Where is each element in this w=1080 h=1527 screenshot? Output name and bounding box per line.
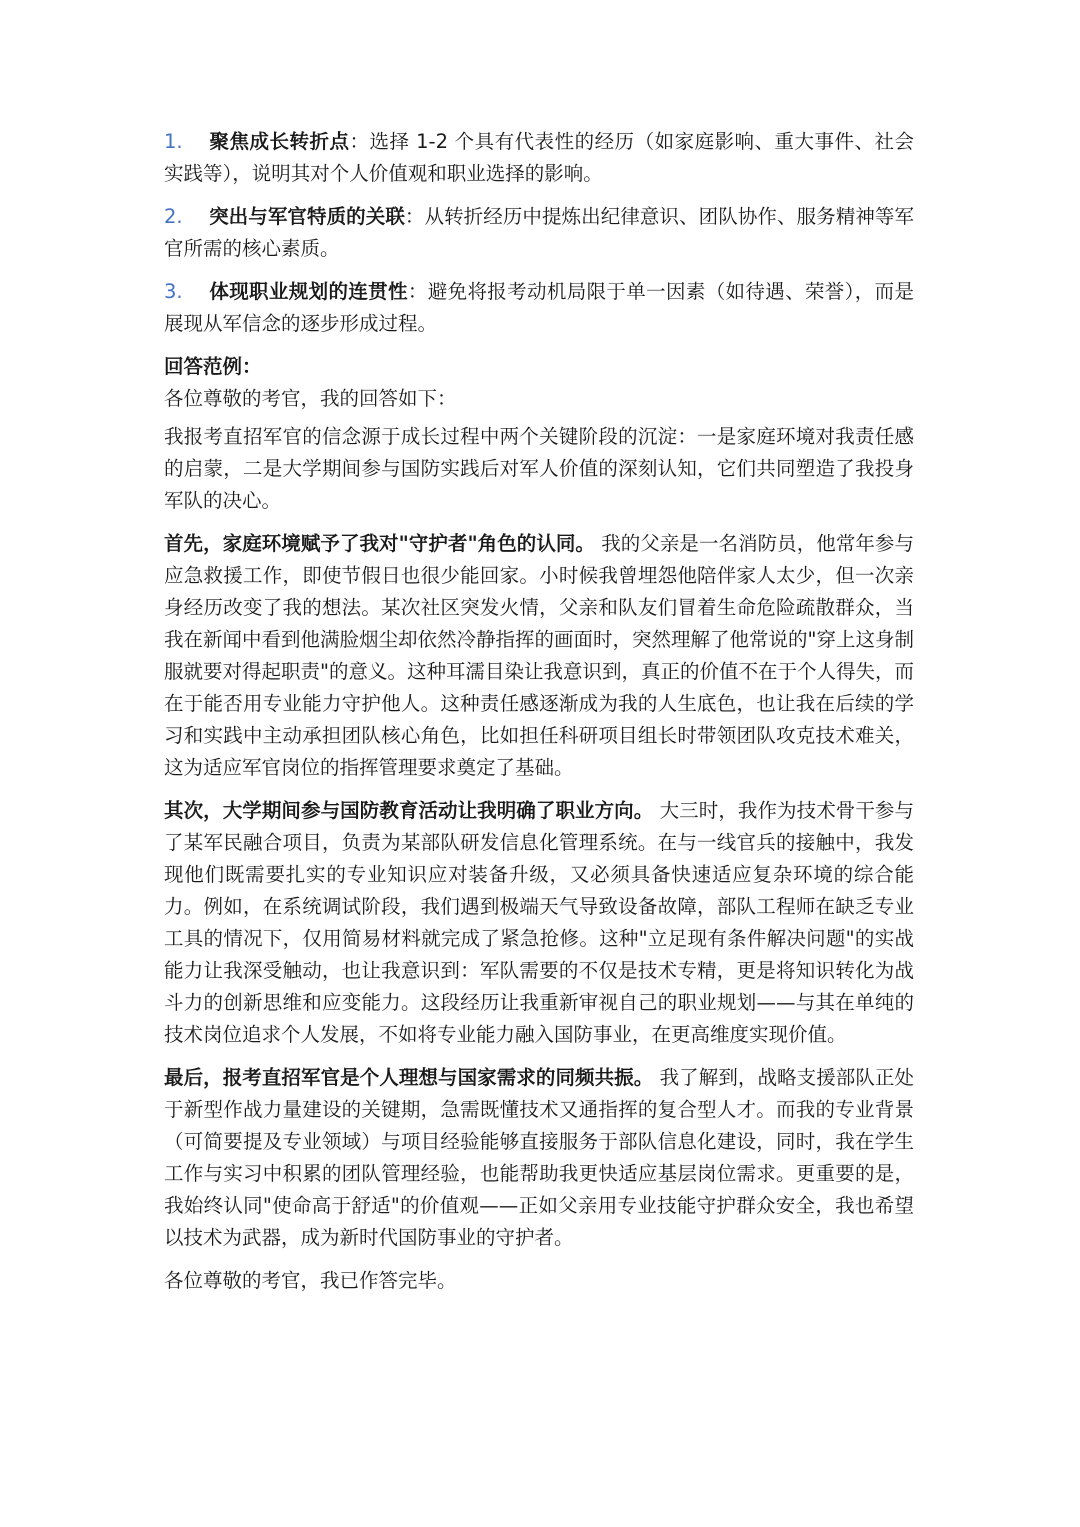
tip-text: ：避免将报考动机局限于单一因素（如待遇、荣誉），而是展现从军信念的逐步形成过程。 <box>164 280 914 335</box>
example-heading: 回答范例： <box>164 355 262 378</box>
body-paragraph-1 <box>164 528 914 784</box>
list-number: 3. <box>164 280 183 303</box>
closing-text: 各位尊敬的考官，我已作答完毕。 <box>164 1269 457 1292</box>
paragraph-lead: 首先，家庭环境赋予了我对"守护者"角色的认同。 <box>164 532 595 555</box>
tip-title: 突出与军官特质的关联 <box>209 205 405 228</box>
tip-item-2 <box>164 201 914 265</box>
paragraph-lead: 其次，大学期间参与国防教育活动让我明确了职业方向。 <box>164 799 654 822</box>
paragraph-body: 我了解到，战略支援部队正处于新型作战力量建设的关键期，急需既懂技术又通指挥的复合型人才。而我的专业背景（可简要提及专业领域）与项目经验能够直接服务于部队信息化建设，同时，我在学生工作与实习中积累的团队管理经验，也能帮助我更快适应基层岗位需求。更重要的是，我始终认同"使命高于舒适"的价值观——正如父亲用专业技能守护群众安全，我也希望以技术为武器，成为新时代国防事业的守护者。 <box>164 1066 914 1249</box>
tip-text: ：选择 1-2 个具有代表性的经历（如家庭影响、重大事件、社会实践等），说明其对个人价值观和职业选择的影响。 <box>164 130 914 185</box>
body-paragraph-3 <box>164 1062 914 1254</box>
paragraph-lead: 最后，报考直招军官是个人理想与国家需求的同频共振。 <box>164 1066 654 1089</box>
body-paragraph-2 <box>164 795 914 1051</box>
intro-paragraph: 我报考直招军官的信念源于成长过程中两个关键阶段的沉淀：一是家庭环境对我责任感的启蒙，二是大学期间参与国防实践后对军人价值的深刻认知，它们共同塑造了我投身军队的决心。 <box>164 425 914 512</box>
tip-item-3 <box>164 276 914 340</box>
paragraph-body: 大三时，我作为技术骨干参与了某军民融合项目，负责为某部队研发信息化管理系统。在与一线官兵的接触中，我发现他们既需要扎实的专业知识应对装备升级，又必须具备快速适应复杂环境的综合能力。例如，在系统调试阶段，我们遇到极端天气导致设备故障，部队工程师在缺乏专业工具的情况下，仅用简易材料就完成了紧急抢修。这种"立足现有条件解决问题"的实战能力让我深受触动，也让我意识到：军队需要的不仅是技术专精，更是将知识转化为战斗力的创新思维和应变能力。这段经历让我重新审视自己的职业规划——与其在单纯的技术岗位追求个人发展，不如将专业能力融入国防事业，在更高维度实现价值。 <box>164 799 914 1046</box>
greeting-text: 各位尊敬的考官，我的回答如下： <box>164 387 457 410</box>
list-number: 2. <box>164 205 183 228</box>
paragraph-body: 我的父亲是一名消防员，他常年参与应急救援工作，即使节假日也很少能回家。小时候我曾埋怨他陪伴家人太少，但一次亲身经历改变了我的想法。某次社区突发火情，父亲和队友们冒着生命危险疏散群众，当我在新闻中看到他满脸烟尘却依然冷静指挥的画面时，突然理解了他常说的"穿上这身制服就要对得起职责"的意义。这种耳濡目染让我意识到，真正的价值不在于个人得失，而在于能否用专业能力守护他人。这种责任感逐渐成为我的人生底色，也让我在后续的学习和实践中主动承担团队核心角色，比如担任科研项目组长时带领团队攻克技术难关，这为适应军官岗位的指挥管理要求奠定了基础。 <box>164 532 914 779</box>
tip-text: ：从转折经历中提炼出纪律意识、团队协作、服务精神等军官所需的核心素质。 <box>164 205 914 260</box>
document-page <box>164 126 914 1308</box>
tip-title: 聚焦成长转折点 <box>209 130 350 153</box>
tip-item-1 <box>164 126 914 190</box>
tip-title: 体现职业规划的连贯性 <box>209 280 408 303</box>
list-number: 1. <box>164 130 183 153</box>
